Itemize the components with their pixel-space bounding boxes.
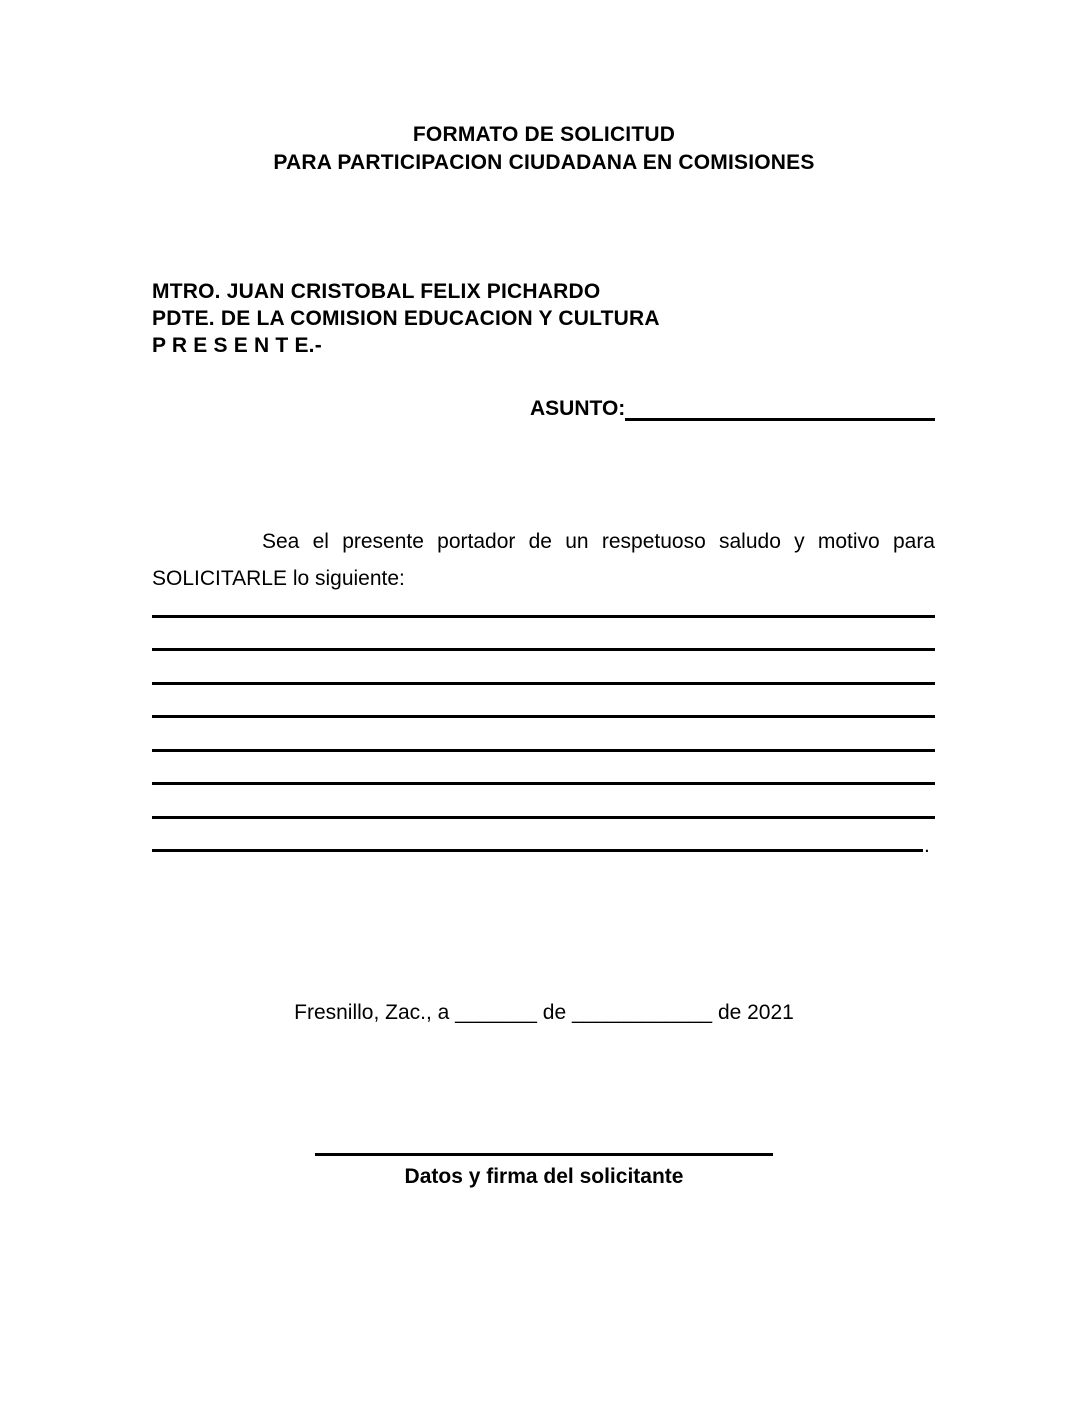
body-line-1: Sea el presente portador de un respetuoso saludo y motivo para <box>262 530 935 553</box>
fill-line <box>152 618 935 652</box>
subject-blank-line <box>625 394 935 421</box>
fill-line <box>152 718 935 752</box>
fill-line <box>152 819 935 857</box>
fill-line <box>152 651 935 685</box>
fill-line-segment <box>152 819 923 853</box>
trailing-period: . <box>924 834 930 857</box>
fill-lines <box>152 584 935 857</box>
fill-line <box>152 685 935 719</box>
title-line-2: PARA PARTICIPACION CIUDADANA EN COMISIONES <box>273 151 815 174</box>
fill-line <box>152 752 935 786</box>
subject-row <box>530 394 935 421</box>
addressee-block <box>152 278 660 359</box>
page-title <box>0 121 1088 177</box>
signature-caption: Datos y firma del solicitante <box>404 1165 684 1188</box>
addressee-role: PDTE. DE LA COMISION EDUCACION Y CULTURA <box>152 307 660 330</box>
signature-line <box>315 1153 773 1156</box>
title-line-1: FORMATO DE SOLICITUD <box>412 123 676 146</box>
fill-line <box>152 785 935 819</box>
subject-label: ASUNTO: <box>530 397 626 420</box>
addressee-name: MTRO. JUAN CRISTOBAL FELIX PICHARDO <box>152 280 601 303</box>
date-line: Fresnillo, Zac., a _______ de ____________ de 2021 <box>294 1001 794 1024</box>
addressee-presente: P R E S E N T E.- <box>152 334 322 357</box>
fill-line <box>152 584 935 618</box>
body-line-2: SOLICITARLE lo siguiente: <box>152 567 405 590</box>
